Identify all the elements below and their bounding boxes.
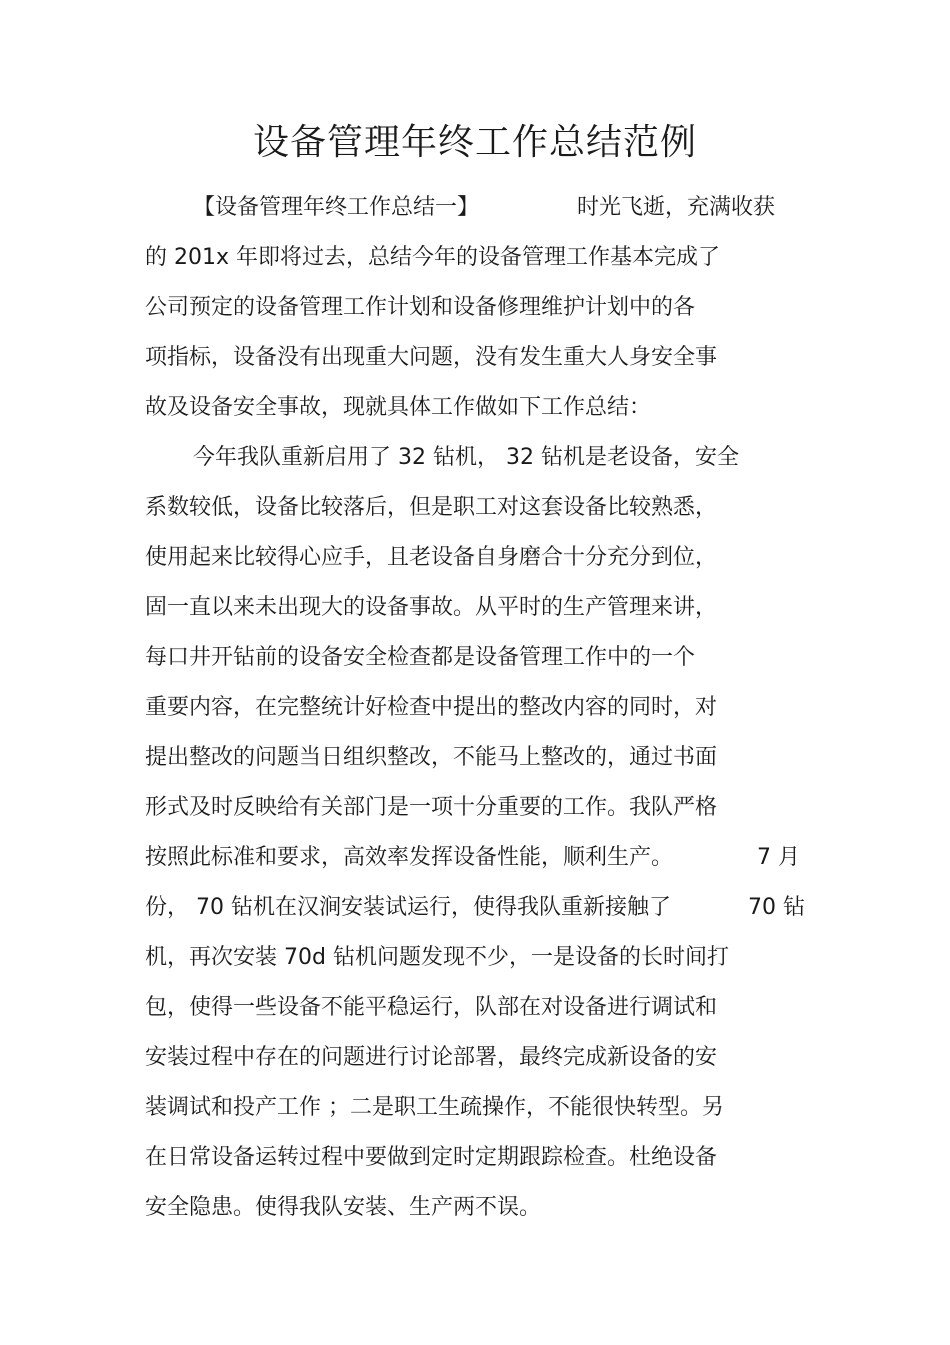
text-segment: 时光飞逝，充满收获: [577, 195, 776, 220]
text-line: 今年我队重新启用了 32 钻机， 32 钻机是老设备，安全: [193, 445, 739, 470]
text-line: 提出整改的问题当日组织整改，不能马上整改的，通过书面: [145, 745, 718, 770]
text-segment: 70 钻: [748, 895, 805, 920]
text-line: 项指标，设备没有出现重大问题，没有发生重大人身安全事: [145, 345, 718, 370]
text-line: 机，再次安装 70d 钻机问题发现不少，一是设备的长时间打: [145, 945, 729, 970]
text-line: 重要内容，在完整统计好检查中提出的整改内容的同时，对: [145, 695, 718, 720]
text-line: 故及设备安全事故，现就具体工作做如下工作总结：: [145, 395, 652, 420]
text-line: 装调试和投产工作 ；二是职工生疏操作，不能很快转型。另: [145, 1095, 724, 1120]
text-line: 安装过程中存在的问题进行讨论部署，最终完成新设备的安: [145, 1045, 718, 1070]
text-line: 使用起来比较得心应手，且老设备自身磨合十分充分到位，: [145, 545, 718, 570]
text-line: 形式及时反映给有关部门是一项十分重要的工作。我队严格: [145, 795, 718, 820]
text-line: 包，使得一些设备不能平稳运行，队部在对设备进行调试和: [145, 995, 718, 1020]
text-line: 的 201x 年即将过去，总结今年的设备管理工作基本完成了: [145, 245, 720, 270]
section-heading: 【设备管理年终工作总结一】: [193, 195, 480, 220]
text-segment: 按照此标准和要求，高效率发挥设备性能，顺利生产。: [145, 845, 674, 870]
text-segment: 份， 70 钻机在汉涧安装试运行，使得我队重新接触了: [145, 895, 671, 920]
page-title: 设备管理年终工作总结范例: [252, 122, 697, 163]
text-line: 公司预定的设备管理工作计划和设备修理维护计划中的各: [145, 295, 696, 320]
text-segment: 7 月: [757, 845, 800, 870]
text-line: 固一直以来未出现大的设备事故。从平时的生产管理来讲，: [145, 595, 718, 620]
text-line: 每口井开钻前的设备安全检查都是设备管理工作中的一个: [145, 645, 696, 670]
text-line: 安全隐患。使得我队安装、生产两不误。: [145, 1195, 542, 1220]
text-line: 系数较低，设备比较落后，但是职工对这套设备比较熟悉，: [145, 495, 718, 520]
text-line: 在日常设备运转过程中要做到定时定期跟踪检查。杜绝设备: [145, 1145, 718, 1170]
